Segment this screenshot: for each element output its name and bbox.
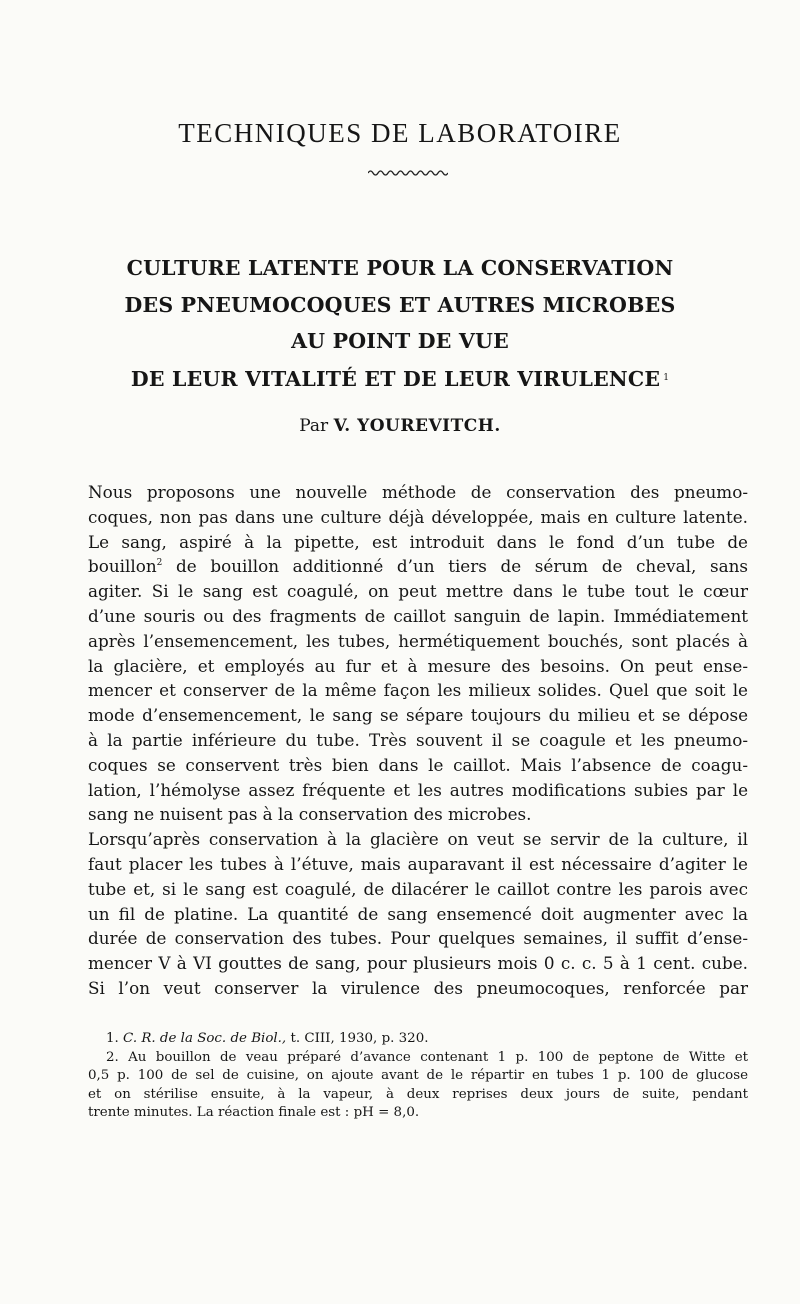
body-line: agiter. Si le sang est coagulé, on peut mettre dans le tube tout le cœur [88, 581, 748, 602]
footnote-ref-2: 2 [156, 558, 163, 569]
body-line: à la partie inférieure du tube. Très souvent il se coagule et les pneumo- [88, 729, 748, 750]
footnotes [88, 1030, 748, 1123]
title-line [0, 360, 800, 398]
body-line: tube et, si le sang est coagulé, de dilacérer le caillot contre les parois avec [88, 878, 748, 899]
body-line: Lorsqu’après conservation à la glacière on veut se servir de la culture, il [88, 829, 748, 850]
body-line: sang ne nuisent pas à la conservation des microbes. [88, 804, 532, 825]
author-name: V. YOUREVITCH. [333, 416, 501, 436]
body-line: durée de conservation des tubes. Pour quelques semaines, il suffit d’ense- [88, 928, 748, 949]
section-title: TECHNIQUES DE LABORATOIRE [178, 118, 622, 148]
footnote-2-line: 2. Au bouillon de veau préparé d’avance contenant 1 p. 100 de peptone de Witte et [106, 1049, 748, 1065]
title-line: DES PNEUMOCOQUES ET AUTRES MICROBES [124, 292, 676, 317]
footnote-2-line: 0,5 p. 100 de sel de cuisine, on ajoute avant de le répartir en tubes 1 p. 100 de glucose [88, 1068, 748, 1084]
wavy-rule-ornament [368, 168, 448, 178]
body-line: Si l’on veut conserver la virulence des pneumocoques, renforcée par [88, 977, 748, 998]
author-prefix: Par [299, 416, 329, 436]
body-line: mode d’ensemencement, le sang se sépare toujours du milieu et se dépose [88, 705, 748, 726]
body-line: Le sang, aspiré à la pipette, est introduit dans le fond d’un tube de [88, 531, 748, 552]
footnote-1 [88, 1030, 748, 1049]
footnote-citation: C. R. de la Soc. de Biol., [123, 1031, 287, 1046]
footnote-2-line: trente minutes. La réaction finale est : pH = 8,0. [88, 1105, 420, 1121]
body-line-rest: de bouillon additionné d’un tiers de sérum de cheval, sans [176, 556, 749, 577]
body-line: coques, non pas dans une culture déjà développée, mais en culture latente. [88, 506, 748, 527]
body-line: lation, l’hémolyse assez fréquente et les autres modifications subies par le [88, 779, 748, 800]
body-line: coques se conservent très bien dans le caillot. Mais l’absence de coagu- [88, 754, 748, 775]
body-text [88, 480, 748, 1001]
body-line: d’une souris ou des fragments de caillot sanguin de lapin. Immédiatement [88, 605, 748, 626]
footnote-ref-1: 1 [663, 372, 670, 383]
body-line: faut placer les tubes à l’étuve, mais auparavant il est nécessaire d’agiter le [88, 853, 748, 874]
body-line: un fil de platine. La quantité de sang ensemencé doit augmenter avec la [88, 903, 748, 924]
author-byline [0, 416, 800, 436]
footnote-citation-rest: t. CIII, 1930, p. 320. [290, 1031, 429, 1046]
footnote-number: 1. [106, 1031, 119, 1046]
footnote-2-line: et on stérilise ensuite, à la vapeur, à deux reprises deux jours de suite, pendant [88, 1086, 748, 1102]
body-line: Nous proposons une nouvelle méthode de conservation des pneumo- [88, 482, 748, 502]
body-line: mencer V à VI gouttes de sang, pour plusieurs mois 0 c. c. 5 à 1 cent. cube. [88, 953, 748, 974]
title-line-text: DE LEUR VITALITÉ ET DE LEUR VIRULENCE [130, 366, 661, 391]
article-title [0, 250, 800, 397]
body-line [88, 554, 748, 579]
body-word: bouillon [88, 556, 157, 577]
title-line: CULTURE LATENTE POUR LA CONSERVATION [126, 256, 674, 280]
body-line: après l’ensemencement, les tubes, hermétiquement bouchés, sont placés à [88, 630, 748, 651]
body-line: mencer et conserver de la même façon les milieux solides. Quel que soit le [88, 680, 748, 701]
body-line: la glacière, et employés au fur et à mesure des besoins. On peut ense- [88, 655, 748, 676]
title-line: AU POINT DE VUE [291, 329, 509, 353]
